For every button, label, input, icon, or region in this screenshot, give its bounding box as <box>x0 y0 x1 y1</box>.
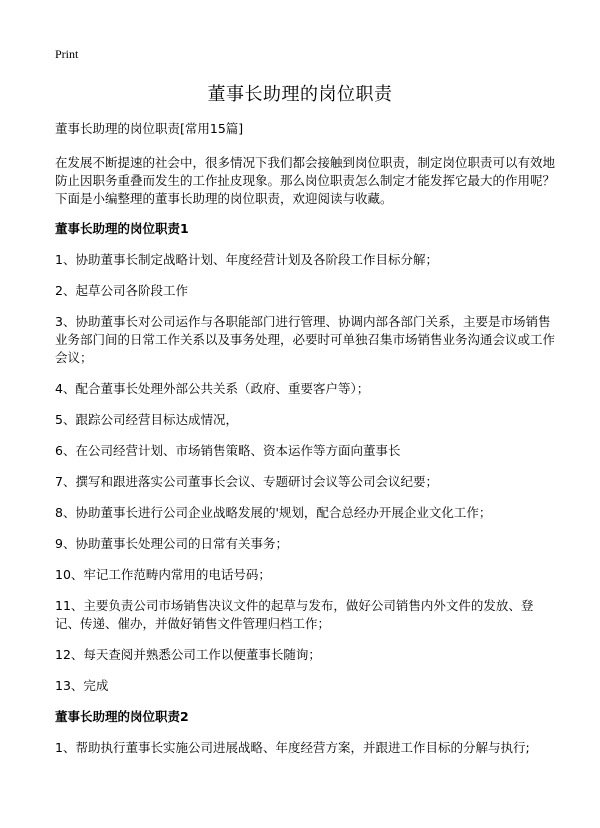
duty-item: 12、每天查阅并熟悉公司工作以便董事长随询； <box>55 647 321 662</box>
duty-item: 10、牢记工作范畴内常用的电话号码； <box>55 567 271 582</box>
section-1 <box>55 220 555 695</box>
section-heading: 董事长助理的岗位职责1 <box>55 221 189 236</box>
duty-item: 3、协助董事长对公司运作与各职能部门进行管理、协调内部各部门关系，主要是市场销售业务部门间的日常工作关系以及事务处理，必要时可单独召集市场销售业务沟通会议或工作会议； <box>55 314 556 365</box>
duty-item: 1、帮助执行董事长实施公司进展战略、年度经营方案，并跟进工作目标的分解与执行; <box>55 740 530 755</box>
page-title: 董事长助理的岗位职责 <box>207 84 393 105</box>
intro-paragraph: 在发展不断提速的社会中，很多情况下我们都会接触到岗位职责，制定岗位职责可以有效地防止因职务重叠而发生的工作扯皮现象。那么岗位职责怎么制定才能发挥它最大的作用呢？下面是小编整理的董事长助理的岗位职责，欢迎阅读与收藏。 <box>55 155 556 206</box>
duty-item: 9、协助董事长处理公司的日常有关事务； <box>55 536 288 551</box>
duty-item: 2、起草公司各阶段工作 <box>55 283 188 298</box>
document-body <box>55 120 555 770</box>
duty-item: 13、完成 <box>55 678 109 693</box>
duty-item: 4、配合董事长处理外部公共关系（政府、重要客户等）； <box>55 381 370 396</box>
section-2 <box>55 708 555 757</box>
duty-item: 5、跟踪公司经营目标达成情况， <box>55 412 238 427</box>
duty-item: 6、在公司经营计划、市场销售策略、资本运作等方面向董事长 <box>55 443 401 458</box>
print-link[interactable]: Print <box>55 47 79 61</box>
duty-item: 8、协助董事长进行公司企业战略发展的'规划，配合总经办开展企业文化工作； <box>55 505 492 520</box>
document-subtitle: 董事长助理的岗位职责[常用15篇] <box>55 121 244 136</box>
duty-item: 1、协助董事长制定战略计划、年度经营计划及各阶段工作目标分解； <box>55 252 438 267</box>
duty-item: 7、撰写和跟进落实公司董事长会议、专题研讨会议等公司会议纪要； <box>55 474 438 489</box>
section-heading: 董事长助理的岗位职责2 <box>55 709 189 724</box>
duty-item: 11、主要负责公司市场销售决议文件的起草与发布，做好公司销售内外文件的发放、登记、传递、催办，并做好销售文件管理归档工作； <box>55 598 534 631</box>
